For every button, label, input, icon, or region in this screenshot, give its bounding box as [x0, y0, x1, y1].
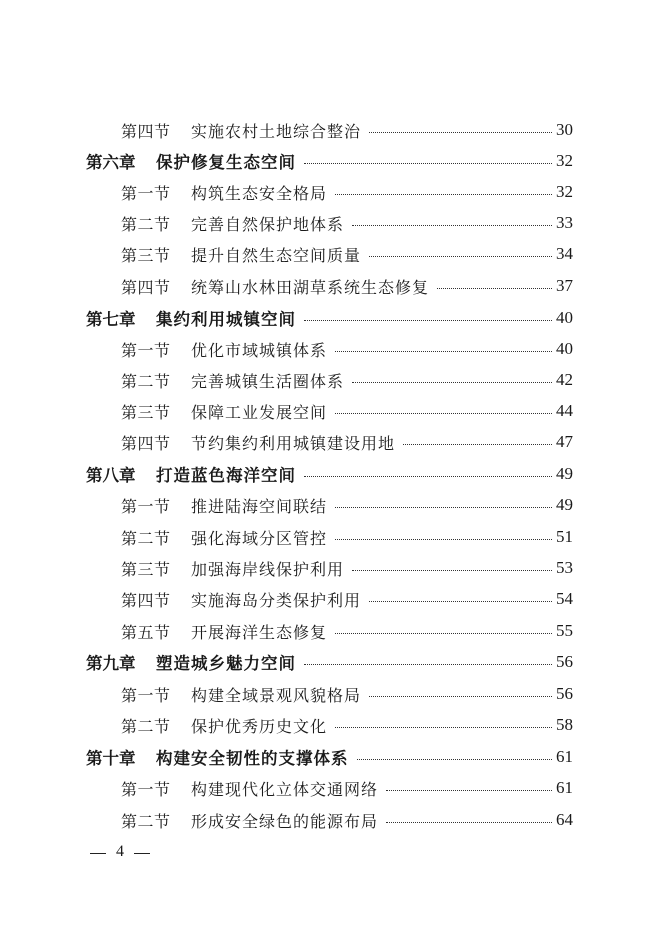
toc-section-row[interactable]: [121, 680, 573, 708]
toc-dot-leader: [369, 116, 552, 144]
toc-section-label: 第二节: [121, 716, 171, 736]
footer-dash-left: [90, 853, 106, 854]
toc-section-label: 第一节: [121, 183, 171, 203]
toc-dot-leader: [403, 428, 552, 456]
toc-page-number: 44: [556, 401, 573, 420]
toc-dot-leader: [369, 680, 552, 708]
toc-page-number: 32: [556, 151, 573, 170]
toc-section-row[interactable]: [121, 335, 573, 363]
toc-section-title: 完善城镇生活圈体系: [191, 371, 345, 391]
toc-page-number: 32: [556, 182, 573, 201]
toc-section-title: 形成安全绿色的能源布局: [191, 811, 379, 831]
toc-dot-leader: [352, 554, 552, 582]
toc-chapter-label: 第九章: [86, 654, 136, 673]
toc-section-title: 推进陆海空间联结: [191, 496, 328, 516]
toc-section-row[interactable]: [121, 585, 573, 613]
toc-page-number: 42: [556, 370, 573, 389]
toc-page-number: 56: [556, 684, 573, 703]
toc-section-label: 第二节: [121, 214, 171, 234]
toc-page-number: 40: [556, 308, 573, 327]
toc-section-title: 优化市域城镇体系: [191, 340, 328, 360]
toc-page-number: 61: [556, 747, 573, 766]
toc-section-label: 第一节: [121, 685, 171, 705]
toc-page-number: 53: [556, 558, 573, 577]
toc-section-label: 第二节: [121, 371, 171, 391]
toc-section-title: 强化海域分区管控: [191, 528, 328, 548]
toc-chapter-label: 第十章: [86, 749, 136, 768]
toc-dot-leader: [304, 147, 552, 175]
toc-section-row[interactable]: [121, 491, 573, 519]
toc-page-number: 33: [556, 213, 573, 232]
toc-section-label: 第一节: [121, 496, 171, 516]
toc-section-title: 加强海岸线保护利用: [191, 559, 345, 579]
toc-section-label: 第四节: [121, 433, 171, 453]
toc-page-number: 37: [556, 276, 573, 295]
toc-dot-leader: [335, 178, 552, 206]
toc-dot-leader: [335, 617, 552, 645]
toc-chapter-row[interactable]: [86, 304, 573, 332]
toc-page-number: 49: [556, 495, 573, 514]
toc-section-row[interactable]: [121, 711, 573, 739]
toc-section-title: 开展海洋生态修复: [191, 622, 328, 642]
toc-dot-leader: [304, 648, 552, 676]
toc-dot-leader: [437, 272, 552, 300]
toc-dot-leader: [386, 774, 552, 802]
toc-section-label: 第三节: [121, 245, 171, 265]
toc-dot-leader: [352, 209, 552, 237]
toc-section-label: 第三节: [121, 559, 171, 579]
toc-section-title: 构筑生态安全格局: [191, 183, 328, 203]
toc-page-number: 56: [556, 652, 573, 671]
toc-section-title: 构建现代化立体交通网络: [191, 779, 379, 799]
toc-section-title: 保障工业发展空间: [191, 402, 328, 422]
toc-section-row[interactable]: [121, 366, 573, 394]
toc-section-row[interactable]: [121, 397, 573, 425]
toc-section-row[interactable]: [121, 272, 573, 300]
toc-section-title: 保护优秀历史文化: [191, 716, 328, 736]
toc-page-number: 40: [556, 339, 573, 358]
toc-dot-leader: [357, 743, 553, 771]
toc-dot-leader: [304, 460, 552, 488]
toc-dot-leader: [335, 711, 552, 739]
toc-chapter-label: 第六章: [86, 153, 136, 172]
toc-chapter-row[interactable]: [86, 743, 573, 771]
toc-dot-leader: [335, 523, 552, 551]
toc-section-label: 第四节: [121, 121, 171, 141]
toc-section-row[interactable]: [121, 554, 573, 582]
footer-page-number: 4: [116, 843, 124, 860]
toc-chapter-label: 第八章: [86, 466, 136, 485]
toc-dot-leader: [335, 397, 552, 425]
toc-chapter-title: 构建安全韧性的支撑体系: [156, 749, 349, 768]
toc-chapter-title: 保护修复生态空间: [156, 153, 296, 172]
toc-section-row[interactable]: [121, 240, 573, 268]
toc-page-number: 58: [556, 715, 573, 734]
toc-section-label: 第五节: [121, 622, 171, 642]
toc-chapter-title: 打造蓝色海洋空间: [156, 466, 296, 485]
toc-section-row[interactable]: [121, 178, 573, 206]
toc-section-label: 第二节: [121, 811, 171, 831]
toc-section-row[interactable]: [121, 116, 573, 144]
toc-section-label: 第四节: [121, 590, 171, 610]
toc-page-number: 51: [556, 527, 573, 546]
toc-dot-leader: [352, 366, 552, 394]
toc-chapter-row[interactable]: [86, 460, 573, 488]
toc-dot-leader: [335, 335, 552, 363]
toc-page-number: 47: [556, 432, 573, 451]
page-footer: [90, 843, 150, 861]
toc-section-label: 第三节: [121, 402, 171, 422]
toc-dot-leader: [335, 491, 552, 519]
toc-section-title: 构建全域景观风貌格局: [191, 685, 362, 705]
toc-page-number: 55: [556, 621, 573, 640]
toc-section-label: 第四节: [121, 277, 171, 297]
toc-section-row[interactable]: [121, 806, 573, 834]
toc-page-number: 30: [556, 120, 573, 139]
toc-section-label: 第一节: [121, 779, 171, 799]
toc-chapter-title: 集约利用城镇空间: [156, 310, 296, 329]
toc-section-label: 第一节: [121, 340, 171, 360]
toc-dot-leader: [386, 806, 552, 834]
toc-section-row[interactable]: [121, 774, 573, 802]
toc-section-row[interactable]: [121, 209, 573, 237]
toc-section-title: 节约集约利用城镇建设用地: [191, 433, 396, 453]
toc-dot-leader: [304, 304, 552, 332]
toc-chapter-label: 第七章: [86, 310, 136, 329]
toc-page-number: 54: [556, 589, 573, 608]
toc-dot-leader: [369, 585, 552, 613]
toc-section-title: 提升自然生态空间质量: [191, 245, 362, 265]
toc-page-number: 49: [556, 464, 573, 483]
footer-dash-right: [134, 853, 150, 854]
toc-section-row[interactable]: [121, 523, 573, 551]
toc-section-title: 完善自然保护地体系: [191, 214, 345, 234]
toc-page-number: 64: [556, 810, 573, 829]
toc-section-title: 实施农村土地综合整治: [191, 121, 362, 141]
toc-chapter-row[interactable]: [86, 648, 573, 676]
toc-chapter-title: 塑造城乡魅力空间: [156, 654, 296, 673]
toc-section-title: 统筹山水林田湖草系统生态修复: [191, 277, 430, 297]
toc-dot-leader: [369, 240, 552, 268]
toc-chapter-row[interactable]: [86, 147, 573, 175]
toc-page-number: 34: [556, 244, 573, 263]
toc-page-number: 61: [556, 778, 573, 797]
toc-section-label: 第二节: [121, 528, 171, 548]
toc-section-row[interactable]: [121, 428, 573, 456]
toc-section-row[interactable]: [121, 617, 573, 645]
toc-section-title: 实施海岛分类保护利用: [191, 590, 362, 610]
